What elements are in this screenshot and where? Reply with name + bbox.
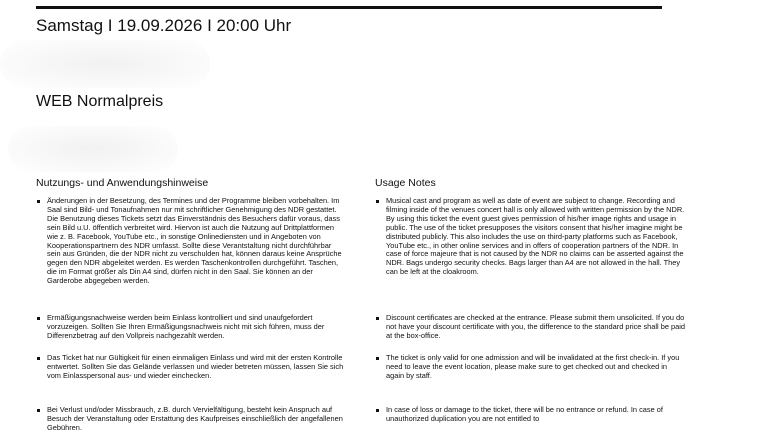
note-item: Ermäßigungsnachweise werden beim Einlass kontrolliert und sind unaufgefordert vorzuzeigen. Sollten Sie Ihren Ermäßigungsnachweis nicht mit sich führen, muss der Differenzbetrag auf den Vollpreis nachgezahlt werden. <box>36 314 346 354</box>
german-notes-list <box>36 197 346 433</box>
german-heading: Nutzungs- und Anwendungshinweise <box>36 177 209 189</box>
english-notes-list <box>375 197 685 424</box>
usage-notes-english <box>375 177 685 424</box>
note-item: In case of loss or damage to the ticket, there will be no entrance or refund. In case of unauthorized duplication you are not entitled to <box>375 406 685 424</box>
usage-notes-german <box>36 177 346 433</box>
note-item: Änderungen in der Besetzung, des Termines und der Programme bleiben vorbehalten. Im Saal sind Bild- und Tonaufnahmen nur mit schriftlicher Genehmigung des NDR gestattet. Die Benutzung dieses Tickets setzt das Einverständnis des Besuchers dafür voraus, dass sein Bild u.U. öffentlich verbreitet wird. Hiervon ist auch die Nutzung auf Drittplattformen wie z. B. Facebook, YouTube etc., in sonstige Onlinediensten und in Angeboten von Kooperationspartnern des NDR umfasst. Sollte diese Verantstaltung nicht durchführbar sein aus Gründen, die der NDR nicht zu verschulden hat, können daraus keine Ansprüche gegen den NDR abgeleitet werden. Es werden Taschenkontrollen durchgeführt. Taschen, die im Format größer als Din A4 sind, dürfen nicht in den Saal. Sie können an der Garderobe abgegeben werden. <box>36 197 346 314</box>
note-item: Das Ticket hat nur Gültigkeit für einen einmaligen Einlass und wird mit der ersten Kontrolle entwertet. Sollten Sie das Gelände verlassen und wieder betreten müssen, lassen Sie sich vom Einlasspersonal aus- und wieder einchecken. <box>36 354 346 406</box>
note-item: Discount certificates are checked at the entrance. Please submit them unsolicited. If you do not have your discount certificate with you, the difference to the standard price shall be paid at the box-office. <box>375 314 685 354</box>
ticket-type: WEB Normalpreis <box>36 93 164 110</box>
background-smudge <box>8 126 178 172</box>
english-heading: Usage Notes <box>375 177 436 189</box>
note-item: The ticket is only valid for one admission and will be invalidated at the first check-in. If you need to leave the event location, please make sure to get checked out and checked in again by staff. <box>375 354 685 406</box>
note-item: Bei Verlust und/oder Missbrauch, z.B. durch Vervielfältigung, besteht kein Anspruch auf Besuch der Veranstaltung oder Erstattung des Kaufpreises einschließlich der angefallenen Gebühren. <box>36 406 346 433</box>
background-smudge <box>0 40 210 88</box>
note-item: Musical cast and program as well as date of event are subject to change. Recording and filming inside of the venues concert hall is only allowed with written permission by the NDR. By using this ticket the event guest gives permission of his/her image rights and usage in public. The use of the ticket presupposes the visitors consent that his/her imagine might be distributed publicly. This also includes the use on third-party platforms such as Facebook, YouTube etc., in other online services and in offers of cooperation partners of the NDR. In case of force majeure that is not caused by the NDR no claims can be asserted against the NDR. Bags undergo security checks. Bags larger than A4 are not allowed in the hall. They can be left at the cloakroom. <box>375 197 685 314</box>
event-date: Samstag I 19.09.2026 I 20:00 Uhr <box>36 16 292 35</box>
top-divider <box>36 6 662 9</box>
